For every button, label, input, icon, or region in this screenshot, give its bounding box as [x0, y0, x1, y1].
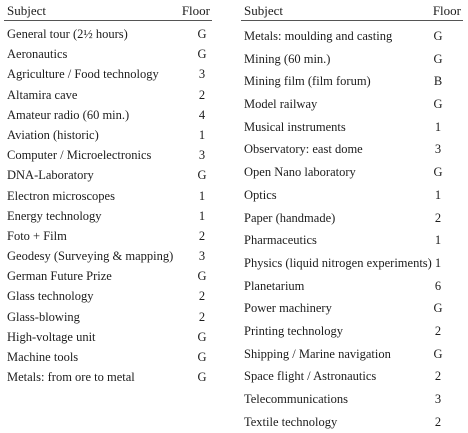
floor-cell: G [433, 301, 443, 316]
table-row [241, 343, 463, 366]
subject-header: Subject [244, 3, 283, 18]
table-row [241, 275, 463, 298]
floor-cell: B [433, 74, 443, 89]
table-row [4, 327, 212, 347]
floor-cell: 2 [434, 323, 442, 338]
table-row [241, 365, 463, 388]
subject-cell: Aeronautics [7, 47, 68, 62]
subject-cell: Mining (60 min.) [244, 51, 331, 66]
table-row [4, 125, 212, 145]
floor-cell: G [433, 29, 443, 43]
floor-cell: G [197, 269, 207, 284]
floor-cell: 1 [434, 255, 442, 270]
subject-header: Subject [7, 3, 46, 18]
subject-cell: Metals: moulding and casting [244, 29, 393, 43]
subject-cell: Musical instruments [244, 119, 346, 134]
table-row [4, 266, 212, 286]
table-row [241, 25, 463, 48]
floor-cell: 2 [198, 228, 206, 243]
subject-cell: Shipping / Marine navigation [244, 346, 391, 361]
subject-cell: Printing technology [244, 323, 343, 338]
subject-cell: Textile technology [244, 414, 338, 429]
floor-cell: 3 [434, 142, 442, 157]
table-row [4, 24, 212, 44]
table-row [4, 206, 212, 226]
table-row [241, 184, 463, 207]
floor-cell: 1 [434, 233, 442, 248]
floor-cell: 3 [198, 148, 206, 163]
floor-cell: 2 [198, 309, 206, 324]
floor-cell: 1 [198, 188, 206, 203]
subject-cell: Metals: from ore to metal [7, 370, 135, 385]
table-row [4, 105, 212, 125]
floor-header: Floor [181, 3, 210, 18]
floor-cell: 1 [434, 119, 442, 134]
table-row [4, 367, 212, 387]
floor-cell: 1 [434, 187, 442, 202]
floor-cell: 6 [434, 278, 442, 293]
subject-cell: Energy technology [7, 208, 102, 223]
floor-cell: 2 [434, 414, 442, 429]
subject-cell: Open Nano laboratory [244, 165, 356, 180]
subject-cell: Power machinery [244, 301, 332, 316]
floor-cell: 2 [198, 289, 206, 304]
subject-cell: Computer / Microelectronics [7, 148, 152, 163]
floor-cell: G [197, 27, 207, 41]
subject-cell: Observatory: east dome [244, 142, 363, 157]
table-row [4, 145, 212, 165]
floor-cell: 2 [198, 87, 206, 102]
table-row [241, 320, 463, 343]
floor-cell: G [433, 97, 443, 112]
floor-cell: G [197, 350, 207, 364]
floor-cell: 2 [434, 210, 442, 225]
subject-cell: Planetarium [244, 278, 305, 293]
floor-header: Floor [432, 3, 461, 18]
table-row [4, 64, 212, 84]
table-row [4, 44, 212, 64]
subject-cell: DNA-Laboratory [7, 168, 94, 183]
floor-cell: G [433, 51, 443, 66]
table-row [241, 70, 463, 93]
table-row [241, 93, 463, 116]
subject-cell: Pharmaceutics [244, 233, 317, 248]
right-rows [241, 25, 463, 433]
floor-cell: G [433, 165, 443, 180]
subject-cell: Telecommunications [244, 392, 348, 406]
table-row [4, 307, 212, 327]
subject-cell: Physics (liquid nitrogen experiments) [244, 255, 432, 270]
subject-cell: Optics [244, 187, 277, 202]
floor-cell: G [197, 47, 207, 62]
subject-cell: Paper (handmade) [244, 210, 336, 225]
floor-cell: G [197, 329, 207, 344]
table-row [241, 116, 463, 139]
floor-cell: G [433, 346, 443, 361]
floor-cell: 1 [198, 208, 206, 223]
subject-cell: Altamira cave [7, 87, 78, 102]
subject-cell: Mining film (film forum) [244, 74, 371, 89]
subject-cell: Geodesy (Surveying & mapping) [7, 249, 174, 264]
table-row [241, 388, 463, 411]
table-row [4, 165, 212, 185]
subject-cell: Model railway [244, 97, 318, 112]
table-row [241, 138, 463, 161]
table-row [241, 161, 463, 184]
subject-cell: Glass technology [7, 289, 94, 304]
subject-cell: Machine tools [7, 350, 79, 364]
table-row [4, 246, 212, 266]
floor-cell: 3 [434, 392, 442, 406]
table-header [4, 2, 212, 21]
subject-cell: General tour (2½ hours) [7, 27, 128, 41]
subject-cell: Electron microscopes [7, 188, 115, 203]
floor-cell: G [197, 370, 207, 385]
subject-cell: Amateur radio (60 min.) [7, 107, 130, 122]
table-row [241, 411, 463, 433]
subject-cell: Space flight / Astronautics [244, 369, 377, 384]
subject-cell: Foto + Film [7, 228, 67, 243]
subject-cell: German Future Prize [7, 269, 112, 284]
floor-cell: 3 [198, 67, 206, 82]
subject-cell: Agriculture / Food technology [7, 67, 159, 82]
floor-cell: G [197, 168, 207, 183]
table-row [241, 48, 463, 71]
table-row [4, 226, 212, 246]
right-column [241, 2, 463, 433]
table-row [4, 186, 212, 206]
floor-cell: 2 [434, 369, 442, 384]
subject-cell: Aviation (historic) [7, 127, 99, 142]
left-column [4, 2, 212, 387]
subject-cell: High-voltage unit [7, 329, 96, 344]
subject-cell: Glass-blowing [7, 309, 80, 324]
left-rows [4, 24, 212, 387]
table-row [241, 207, 463, 230]
table-row [4, 286, 212, 306]
floor-cell: 4 [198, 107, 206, 122]
floor-cell: 3 [198, 249, 206, 264]
table-row [241, 229, 463, 252]
table-row [4, 347, 212, 367]
table-header [241, 2, 463, 21]
table-row [241, 297, 463, 320]
table-row [241, 252, 463, 275]
table-row [4, 85, 212, 105]
floor-cell: 1 [198, 127, 206, 142]
